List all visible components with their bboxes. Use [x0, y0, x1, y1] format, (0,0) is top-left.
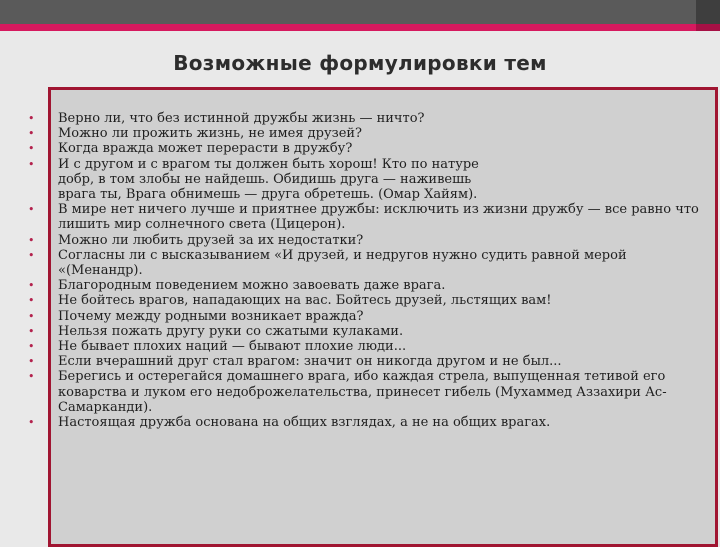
bullet-icon: •: [28, 142, 35, 156]
bullet-icon: •: [28, 416, 35, 430]
bullet-icon: •: [28, 370, 35, 384]
bullet-icon: •: [28, 294, 35, 308]
bullet-icon: •: [28, 309, 35, 323]
slide-title: Возможные формулировки тем: [173, 51, 547, 75]
list-item: [22, 324, 702, 339]
accent-line-corner: [696, 24, 720, 31]
top-band-corner: [696, 0, 720, 24]
bullet-icon: •: [28, 248, 35, 262]
list-item-text: Если вчерашний друг стал врагом: значит он никогда другом и не был...: [58, 354, 562, 370]
list-item-text: Верно ли, что без истинной дружбы жизнь — ничто?: [58, 111, 425, 126]
bullet-icon: •: [28, 279, 35, 293]
topics-list: [22, 111, 702, 430]
list-item-text: Нельзя пожать другу руки со сжатыми кулаками.: [58, 323, 404, 339]
bullet-icon: •: [28, 127, 35, 141]
list-item-text: Не бывает плохих наций — бывают плохие люди...: [58, 339, 407, 355]
list-item-text: Благородным поведением можно завоевать даже врага.: [58, 278, 446, 294]
list-item: [22, 339, 702, 354]
list-item: [22, 202, 702, 232]
list-item: [22, 369, 702, 415]
list-item: [22, 278, 702, 293]
bullet-icon: •: [28, 324, 35, 338]
list-item: [22, 157, 702, 203]
bullet-icon: •: [28, 203, 35, 217]
bullet-icon: •: [28, 112, 35, 125]
list-item-text: Почему между родными возникает вражда?: [58, 308, 364, 324]
bullet-icon: •: [28, 233, 35, 247]
bullet-icon: •: [28, 355, 35, 369]
list-item-text: Настоящая дружба основана на общих взглядах, а не на общих врагах.: [58, 415, 551, 431]
accent-line: [0, 24, 720, 31]
list-item-text: Берегись и остерегайся домашнего врага, ибо каждая стрела, выпущенная тетивой его коварства и луком его недоброжелательства, принесет гибель (Мухаммед Аззахири Ас-Самарканди).: [58, 369, 667, 415]
list-item: [22, 354, 702, 369]
list-item-text: Можно ли любить друзей за их недостатки?: [58, 232, 364, 248]
list-item-text: Не бойтесь врагов, нападающих на вас. Бойтесь друзей, льстящих вам!: [58, 293, 552, 309]
list-item: [22, 233, 702, 248]
bullet-icon: •: [28, 157, 35, 171]
top-band: [0, 0, 720, 24]
list-item: [22, 248, 702, 278]
list-item-text: И с другом и с врагом ты должен быть хорош! Кто по натуре добр, в том злобы не найдешь. Обидишь друга — наживешь врага ты, Врага обнимешь — друга обретешь. (Омар Хайям).: [58, 156, 479, 203]
list-item-text: Можно ли прожить жизнь, не имея друзей?: [58, 126, 363, 142]
list-item: [22, 126, 702, 141]
bullet-icon: •: [28, 340, 35, 354]
list-item: [22, 141, 702, 156]
list-item: [22, 309, 702, 324]
list-item: [22, 111, 702, 126]
list-item-text: В мире нет ничего лучше и приятнее дружбы: исключить из жизни дружбу — все равно что лишить мир солнечного света (Цицерон).: [58, 202, 699, 233]
list-item: [22, 415, 702, 430]
list-item: [22, 293, 702, 308]
list-item-text: Согласны ли с высказыванием «И друзей, и недругов нужно судить равной мерой «(Менандр).: [58, 247, 627, 279]
list-item-text: Когда вражда может перерасти в дружбу?: [58, 141, 353, 157]
